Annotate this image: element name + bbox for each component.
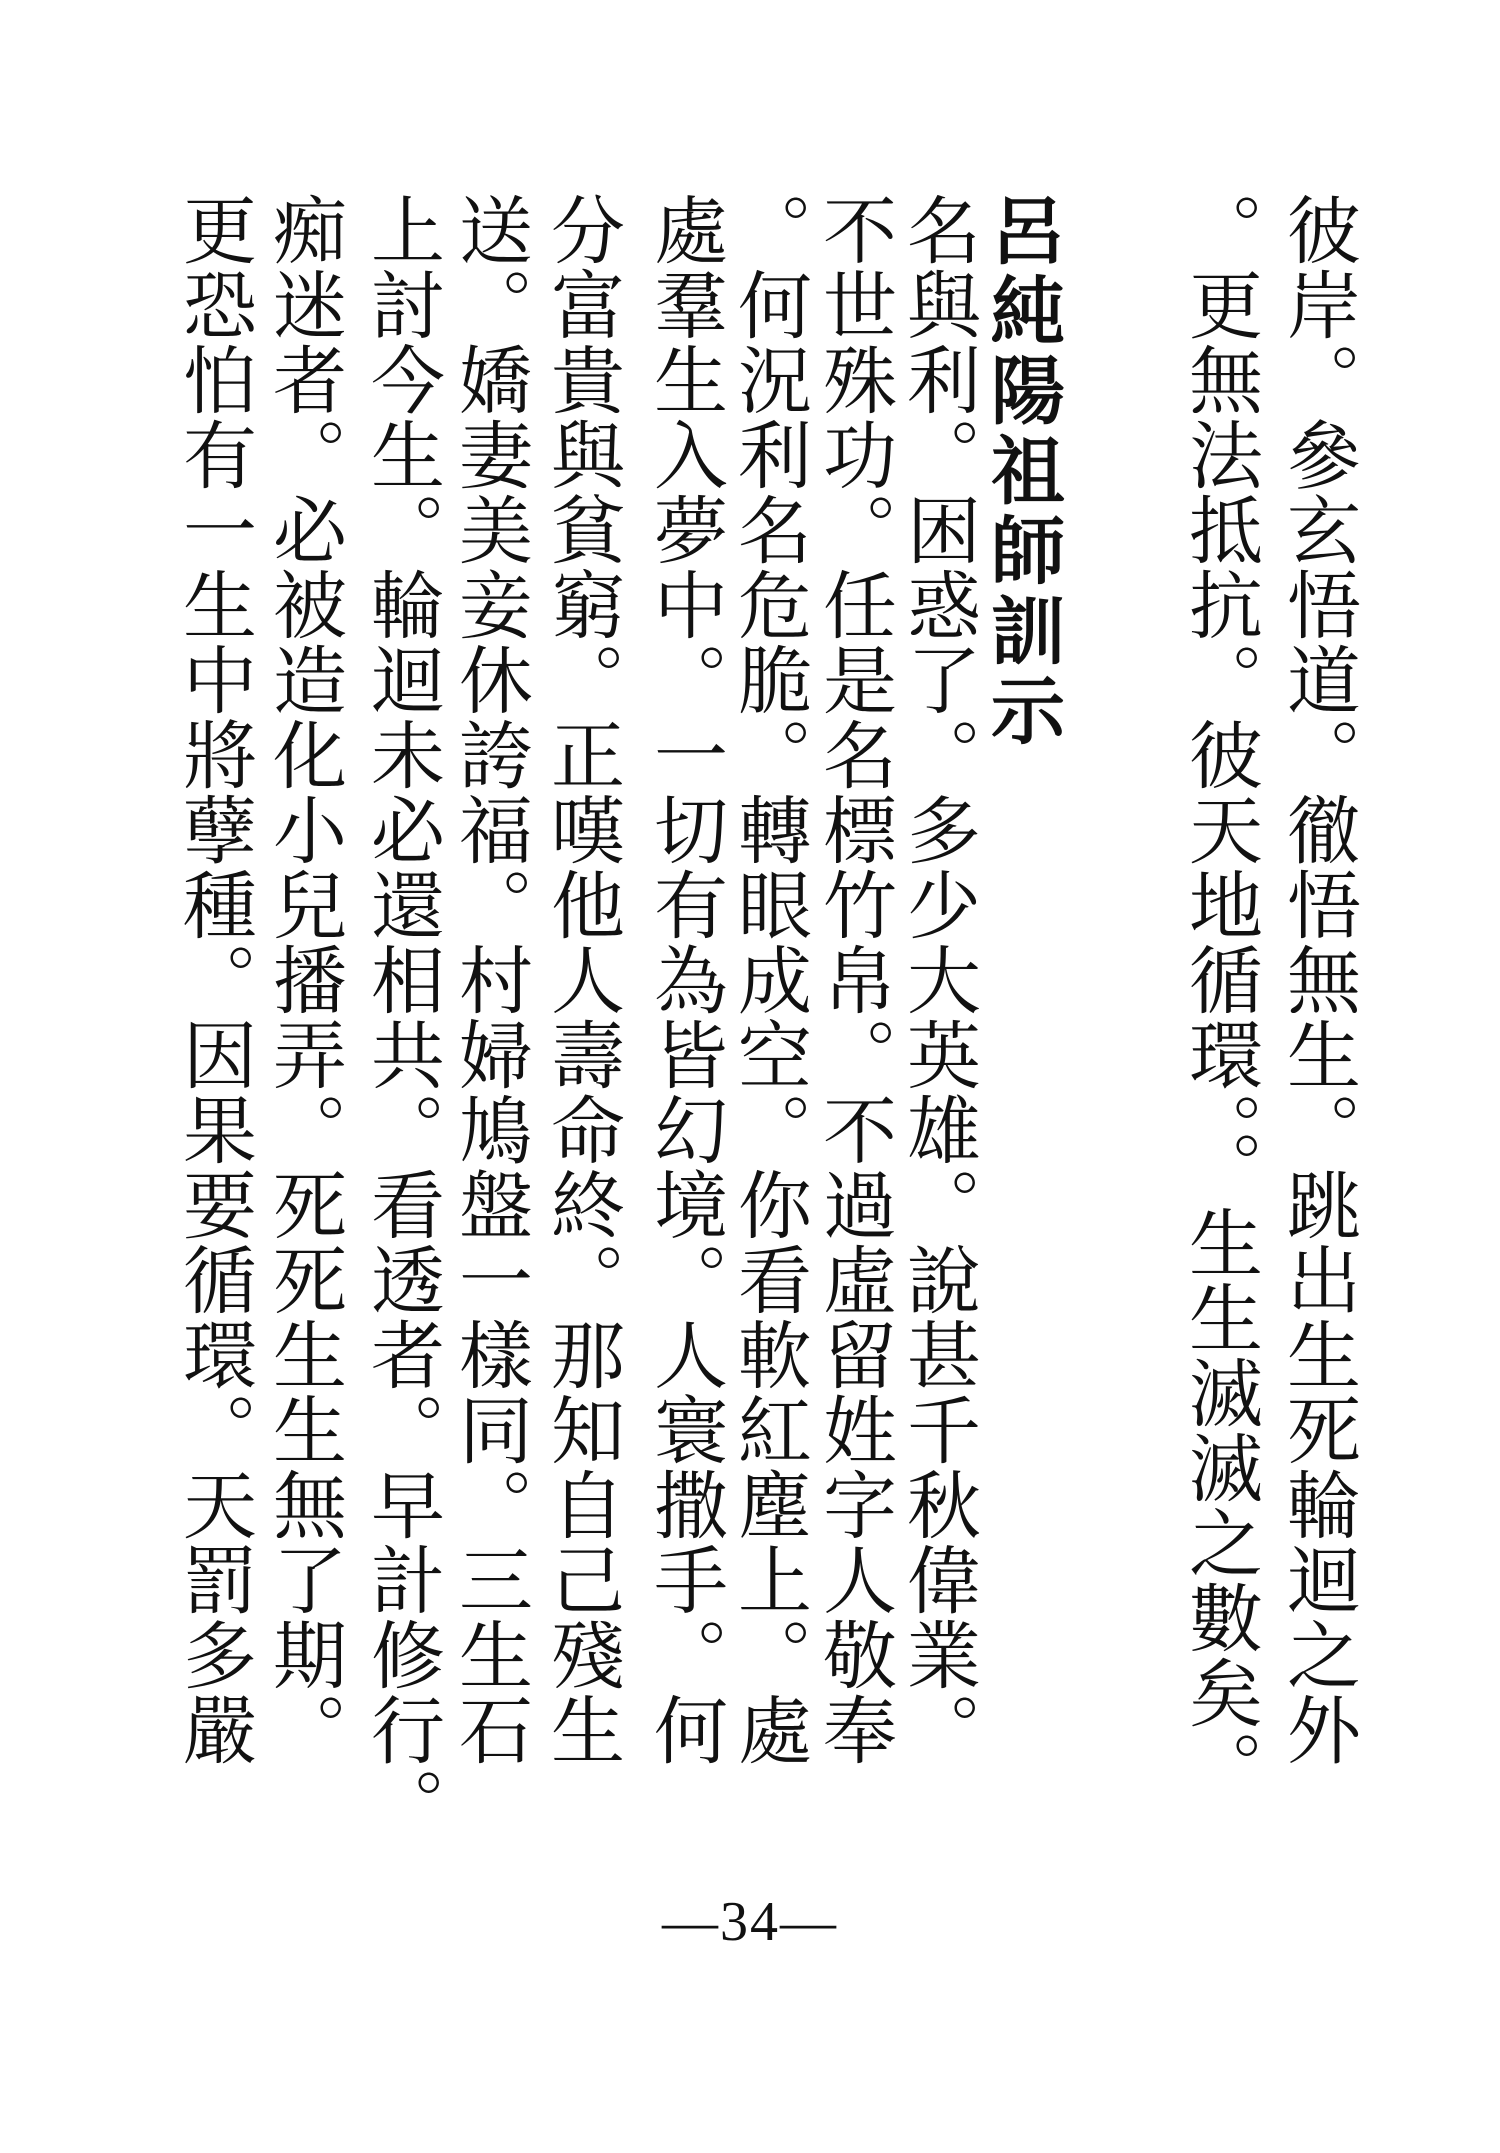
text-column-2: 。更無法抵抗。彼天地循環。。生生滅滅之數矣。 — [1177, 192, 1263, 1805]
text-column-12: 更恐怕有一生中將孽種。因果要循環。天罰多嚴 — [171, 192, 257, 1767]
text-column-8: 分富貴與貧窮。正嘆他人壽命終。那知自己殘生 — [539, 192, 625, 1767]
text-column-11: 痴迷者。必被造化小兒播弄。死死生生無了期。 — [261, 192, 347, 1767]
text-column-7: 處羣生入夢中。一切有為皆幻境。人寰撒手。何 — [642, 192, 728, 1767]
page-number: —34— — [662, 1891, 838, 1953]
text-column-9: 送。嬌妻美妾休誇福。村婦鳩盤一樣同。三生石 — [447, 192, 533, 1767]
text-column-10: 上討今生。輪迴未必還相共。看透者。早計修行。 — [359, 192, 445, 1842]
text-column-1: 彼岸。參玄悟道。徹悟無生。跳出生死輪迴之外 — [1275, 192, 1361, 1767]
text-column-6: 。何況利名危脆。轉眼成空。你看軟紅塵上。處 — [726, 192, 812, 1767]
text-column-5: 不世殊功。任是名標竹帛。不過虛留姓字人敬奉 — [811, 192, 897, 1767]
text-column-4: 名與利。困惑了。多少大英雄。說甚千秋偉業。 — [895, 192, 981, 1767]
section-title: 呂純陽祖師訓示 — [979, 192, 1065, 752]
